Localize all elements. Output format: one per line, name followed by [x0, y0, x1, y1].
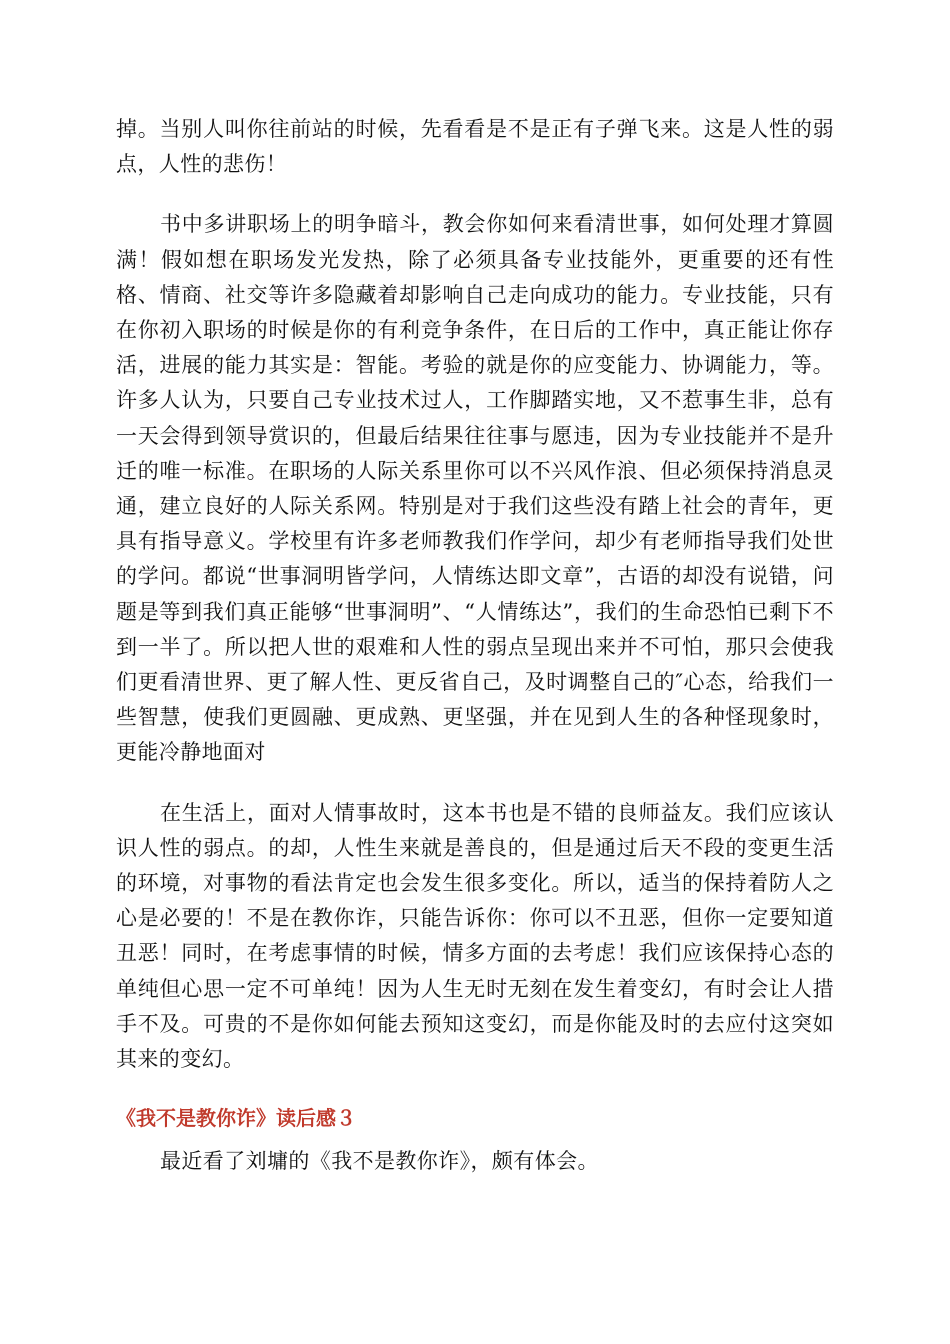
- section-heading: 《我不是教你诈》读后感３: [116, 1106, 356, 1131]
- paragraph-continuation: 掉。当别人叫你往前站的时候，先看看是不是正有子弹飞来。这是人性的弱点，人性的悲伤！: [116, 117, 834, 177]
- paragraph-spacer: [116, 1077, 834, 1102]
- paragraph-life: 在生活上，面对人情事故时，这本书也是不错的良师益友。我们应该认识人性的弱点。的却，人性生来就是善良的，但是通过后天不段的变更生活的环境，对事物的看法肯定也会发生很多变化。所以，适当的保持着防人之心是必要的！不是在教你诈，只能告诉你：你可以不丑恶，但你一定要知道丑恶！同时，在考虑事情的时候，情多方面的去考虑！我们应该保持心态的单纯但心思一定不可单纯！因为人生无时无刻在发生着变幻，有时会让人措手不及。可贵的不是你如何能去预知这变幻，而是你能及时的去应付这突如其来的变幻。: [116, 800, 834, 1072]
- heading-spacer: [116, 1134, 834, 1144]
- paragraph-spacer: [116, 771, 834, 796]
- paragraph-spacer: [116, 182, 834, 207]
- paragraph-workplace: 书中多讲职场上的明争暗斗，教会你如何来看清世事，如何处理才算圆满！假如想在职场发光发热，除了必须具备专业技能外，更重要的还有性格、情商、社交等许多隐藏着却影响自己走向成功的能力。专业技能，只有在你初入职场的时候是你的有利竞争条件，在日后的工作中，真正能让你存活，进展的能力其实是：智能。考验的就是你的应变能力、协调能力，等。许多人认为，只要自己专业技术过人，工作脚踏实地，又不惹事生非，总有一天会得到领导赏识的，但最后结果往往事与愿违，因为专业技能并不是升迁的唯一标准。在职场的人际关系里你可以不兴风作浪、但必须保持消息灵通，建立良好的人际关系网。特别是对于我们这些没有踏上社会的青年，更具有指导意义。学校里有许多老师教我们作学问，却少有老师指导我们处世的学问。都说“世事洞明皆学问，人情练达即文章”，古语的却没有说错，问题是等到我们真正能够“世事洞明”、“人情练达”，我们的生命恐怕已剩下不到一半了。所以把人世的艰难和人性的弱点呈现出来并不可怕，那只会使我们更看清世界、更了解人性、更反省自己，及时调整自己的″心态，给我们一些智慧，使我们更圆融、更成熟、更坚强，并在见到人生的各种怪现象时，更能冷静地面对: [116, 212, 834, 765]
- paragraph-intro: 最近看了刘墉的《我不是教你诈》，颇有体会。: [160, 1149, 599, 1174]
